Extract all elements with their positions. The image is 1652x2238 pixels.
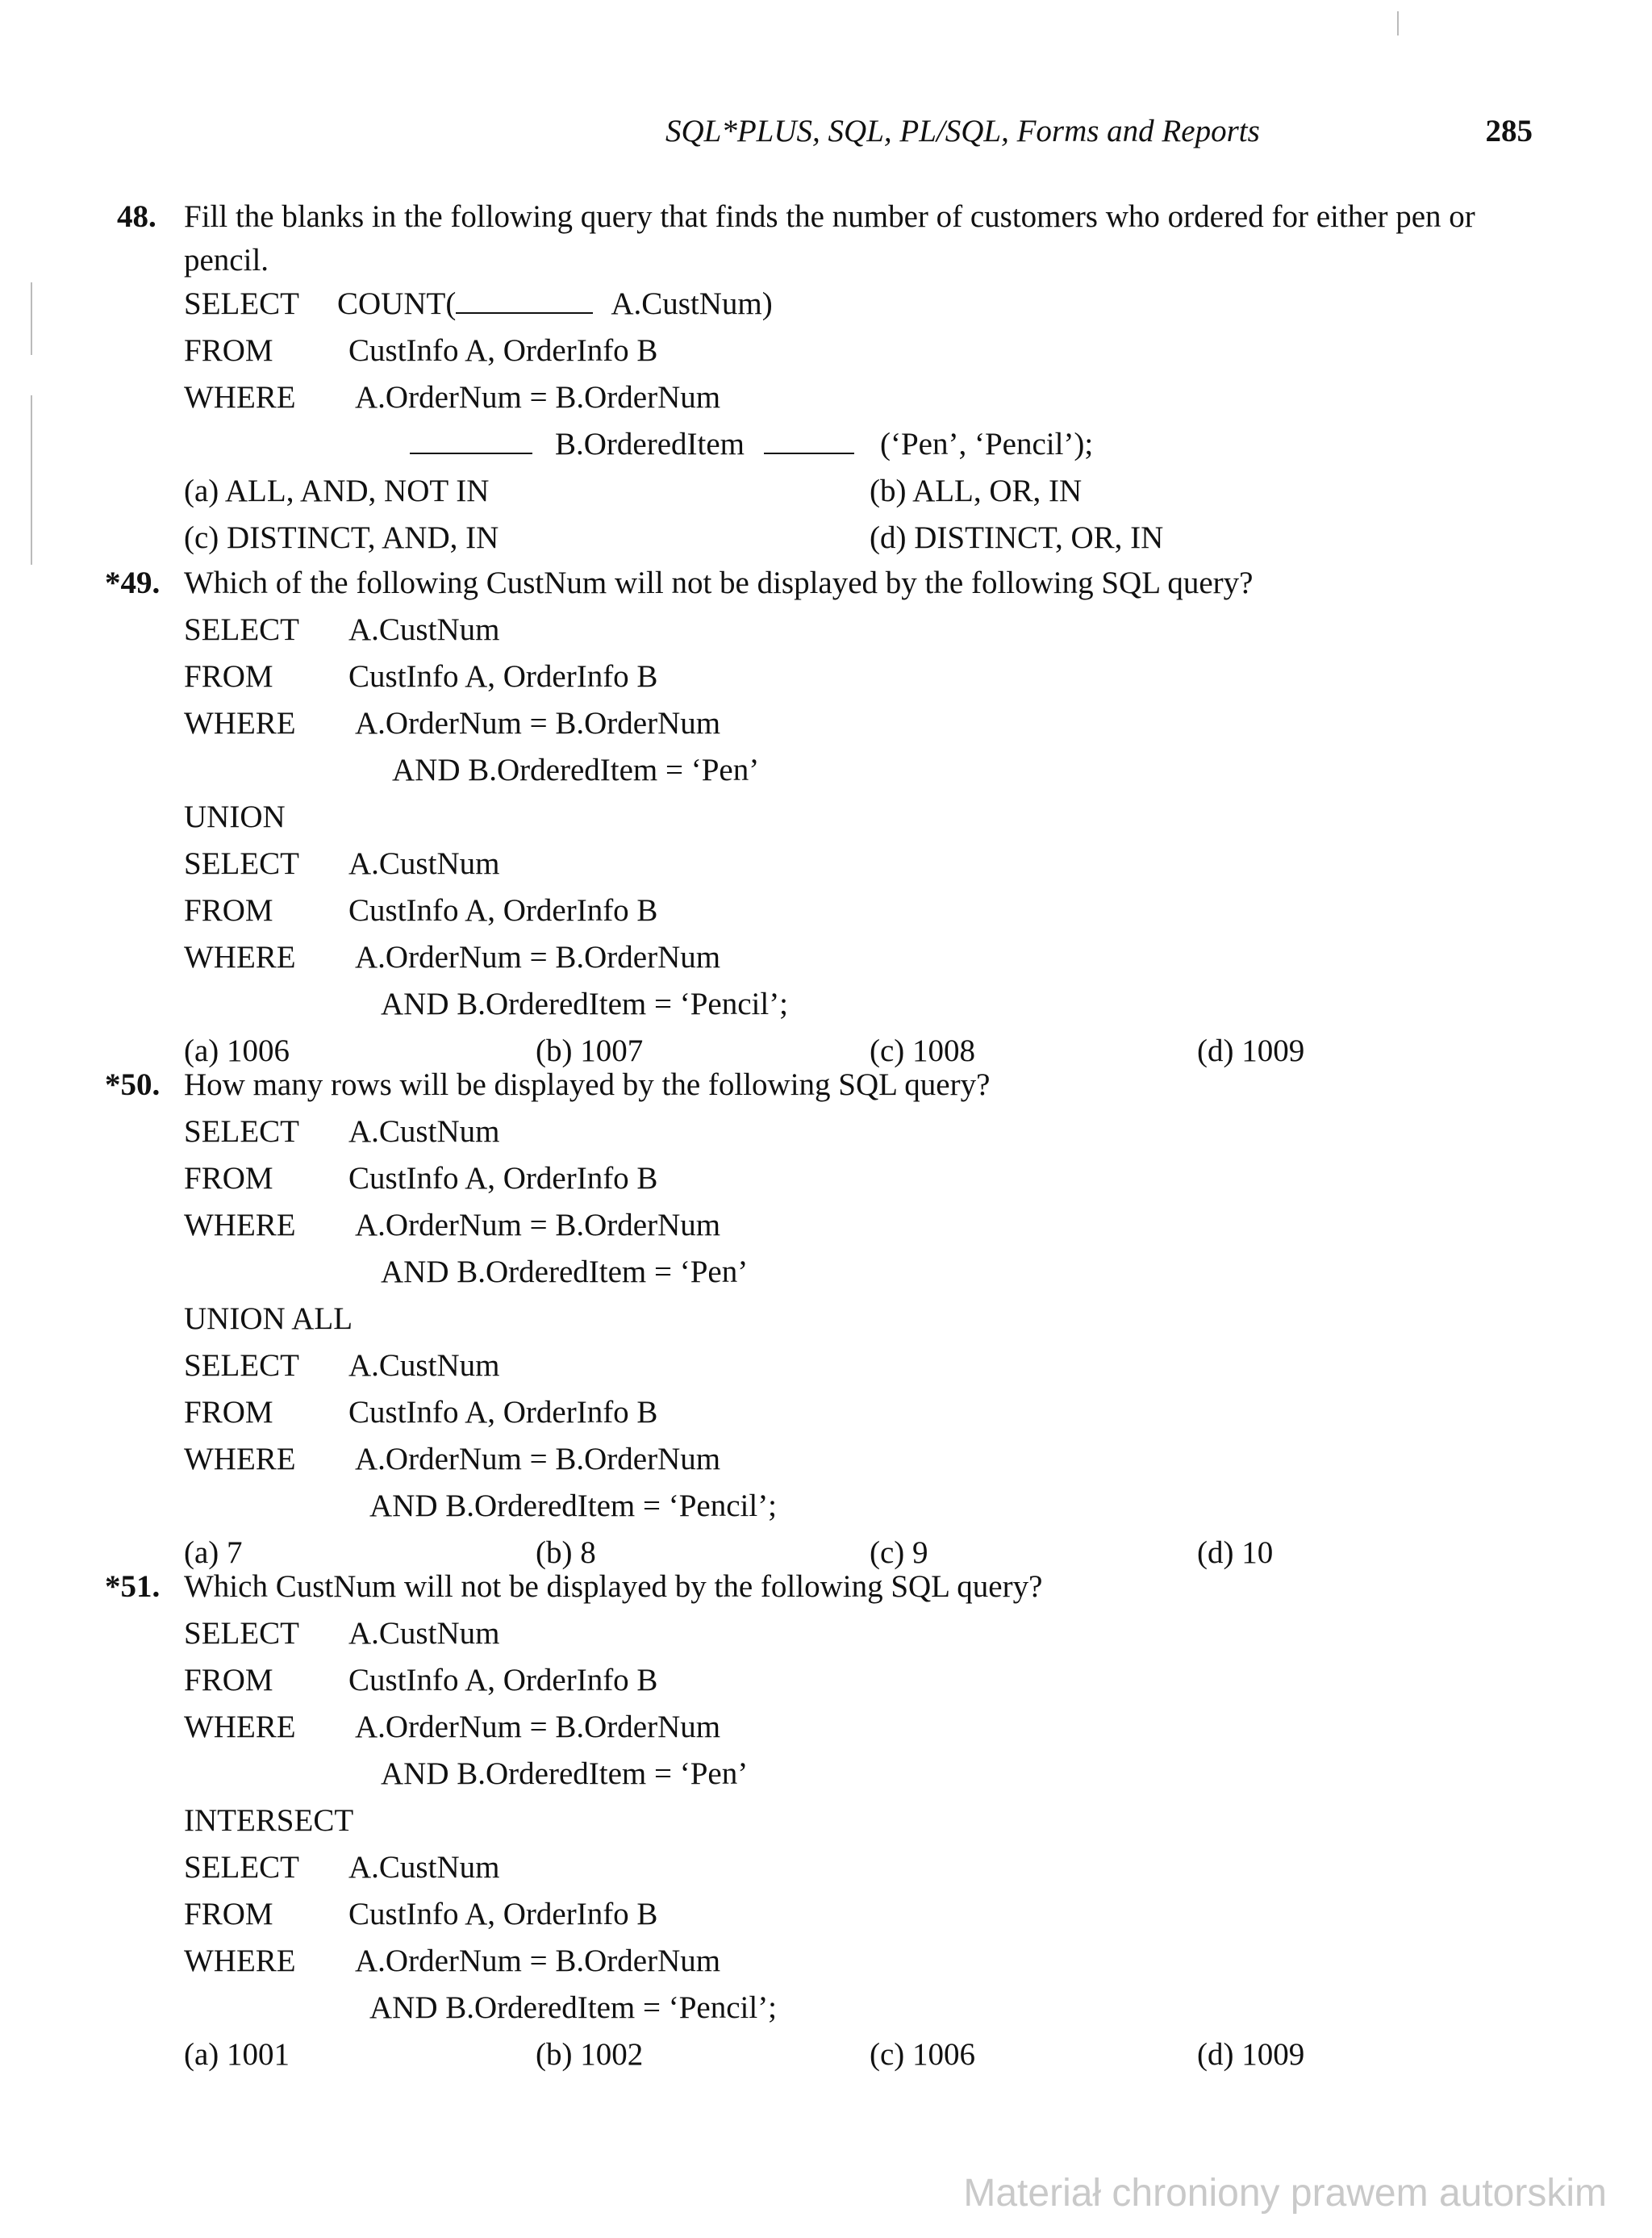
option-b: (b) 8 [536, 1535, 596, 1570]
sql-fragment: COUNT( [337, 286, 457, 321]
sql-keyword: FROM [184, 1897, 273, 1931]
running-header [665, 113, 1533, 161]
running-header-title: SQL*PLUS, SQL, PL/SQL, Forms and Reports [665, 114, 1260, 148]
sql-value: AND B.OrderedItem = ‘Pencil’; [369, 1489, 778, 1523]
option-d: (d) 1009 [1197, 1033, 1305, 1068]
sql-value: A.CustNum [348, 1616, 500, 1651]
sql-value: A.OrderNum = B.OrderNum [355, 1208, 721, 1242]
scan-margin-mark [31, 282, 32, 355]
sql-value: CustInfo A, OrderInfo B [348, 1663, 658, 1697]
sql-value: CustInfo A, OrderInfo B [348, 659, 658, 694]
sql-value: A.CustNum [348, 846, 500, 881]
question-text: How many rows will be displayed by the following SQL query? [184, 1067, 991, 1102]
page-number: 285 [1485, 114, 1533, 148]
question-number: 48. [117, 199, 156, 234]
sql-value: AND B.OrderedItem = ‘Pen’ [392, 753, 760, 787]
sql-value: A.OrderNum = B.OrderNum [355, 706, 721, 741]
sql-keyword: SELECT [184, 1348, 299, 1383]
sql-value: A.CustNum [348, 612, 500, 647]
scan-margin-mark [1397, 11, 1399, 35]
option-b: (b) 1007 [536, 1033, 644, 1068]
sql-value: AND B.OrderedItem = ‘Pencil’; [369, 1990, 778, 2025]
sql-keyword: SELECT [184, 1616, 299, 1651]
sql-keyword: WHERE [184, 940, 296, 975]
sql-keyword: FROM [184, 893, 273, 928]
fill-blank [456, 301, 593, 314]
option-d: (d) 1009 [1197, 2037, 1305, 2072]
sql-keyword: WHERE [184, 1442, 296, 1476]
option-b: (b) ALL, OR, IN [870, 474, 1083, 508]
sql-keyword: WHERE [184, 706, 296, 741]
sql-keyword: WHERE [184, 380, 296, 415]
copyright-watermark: Materiał chroniony prawem autorskim [963, 2172, 1607, 2215]
sql-keyword: WHERE [184, 1944, 296, 1978]
sql-fragment: B.OrderedItem [555, 427, 745, 461]
sql-value: A.OrderNum = B.OrderNum [355, 940, 721, 975]
option-d: (d) 10 [1197, 1535, 1274, 1570]
sql-value: CustInfo A, OrderInfo B [348, 893, 658, 928]
sql-line [410, 421, 1093, 467]
sql-keyword: SELECT [184, 286, 299, 321]
sql-value: A.OrderNum = B.OrderNum [355, 380, 721, 415]
option-c: (c) 9 [870, 1535, 928, 1570]
sql-keyword: FROM [184, 333, 273, 368]
question-text: Which of the following CustNum will not be displayed by the following SQL query? [184, 566, 1254, 600]
sql-value: AND B.OrderedItem = ‘Pen’ [381, 1756, 749, 1791]
question-number: *51. [105, 1569, 161, 1604]
sql-keyword: FROM [184, 1663, 273, 1697]
sql-keyword: UNION ALL [184, 1301, 353, 1336]
question-number: *49. [105, 566, 161, 600]
sql-value: A.CustNum [348, 1114, 500, 1149]
sql-value: A.OrderNum = B.OrderNum [355, 1442, 721, 1476]
question-number: *50. [105, 1067, 161, 1102]
sql-value: A.OrderNum = B.OrderNum [355, 1710, 721, 1744]
option-a: (a) ALL, AND, NOT IN [184, 474, 490, 508]
sql-value: A.OrderNum = B.OrderNum [355, 1944, 721, 1978]
sql-keyword: INTERSECT [184, 1803, 354, 1838]
sql-value: AND B.OrderedItem = ‘Pen’ [381, 1255, 749, 1289]
fill-blank [764, 441, 854, 454]
sql-line [337, 281, 773, 327]
sql-keyword: SELECT [184, 1850, 299, 1885]
sql-keyword: SELECT [184, 1114, 299, 1149]
sql-value: AND B.OrderedItem = ‘Pencil’; [381, 987, 789, 1021]
fill-blank [410, 441, 532, 454]
scan-margin-mark [31, 395, 32, 565]
option-a: (a) 1006 [184, 1033, 290, 1068]
option-d: (d) DISTINCT, OR, IN [870, 520, 1164, 555]
sql-keyword: FROM [184, 1161, 273, 1196]
sql-value: A.CustNum [348, 1348, 500, 1383]
sql-keyword: WHERE [184, 1710, 296, 1744]
question-text: Which CustNum will not be displayed by the following SQL query? [184, 1569, 1043, 1604]
sql-value: CustInfo A, OrderInfo B [348, 1161, 658, 1196]
sql-keyword: WHERE [184, 1208, 296, 1242]
sql-keyword: FROM [184, 1395, 273, 1430]
sql-keyword: FROM [184, 659, 273, 694]
sql-value: CustInfo A, OrderInfo B [348, 1395, 658, 1430]
sql-fragment: (‘Pen’, ‘Pencil’); [880, 427, 1094, 461]
sql-value: A.CustNum [348, 1850, 500, 1885]
option-a: (a) 7 [184, 1535, 243, 1570]
sql-keyword: SELECT [184, 612, 299, 647]
sql-value: CustInfo A, OrderInfo B [348, 333, 658, 368]
option-a: (a) 1001 [184, 2037, 290, 2072]
question-text: Fill the blanks in the following query that finds the number of customers who ordered for either pen or pencil. [184, 199, 1475, 278]
sql-fragment: A.CustNum) [611, 286, 773, 321]
sql-value: CustInfo A, OrderInfo B [348, 1897, 658, 1931]
sql-keyword: SELECT [184, 846, 299, 881]
sql-keyword: UNION [184, 800, 286, 834]
option-c: (c) 1006 [870, 2037, 976, 2072]
option-c: (c) DISTINCT, AND, IN [184, 520, 499, 555]
option-c: (c) 1008 [870, 1033, 976, 1068]
option-b: (b) 1002 [536, 2037, 644, 2072]
